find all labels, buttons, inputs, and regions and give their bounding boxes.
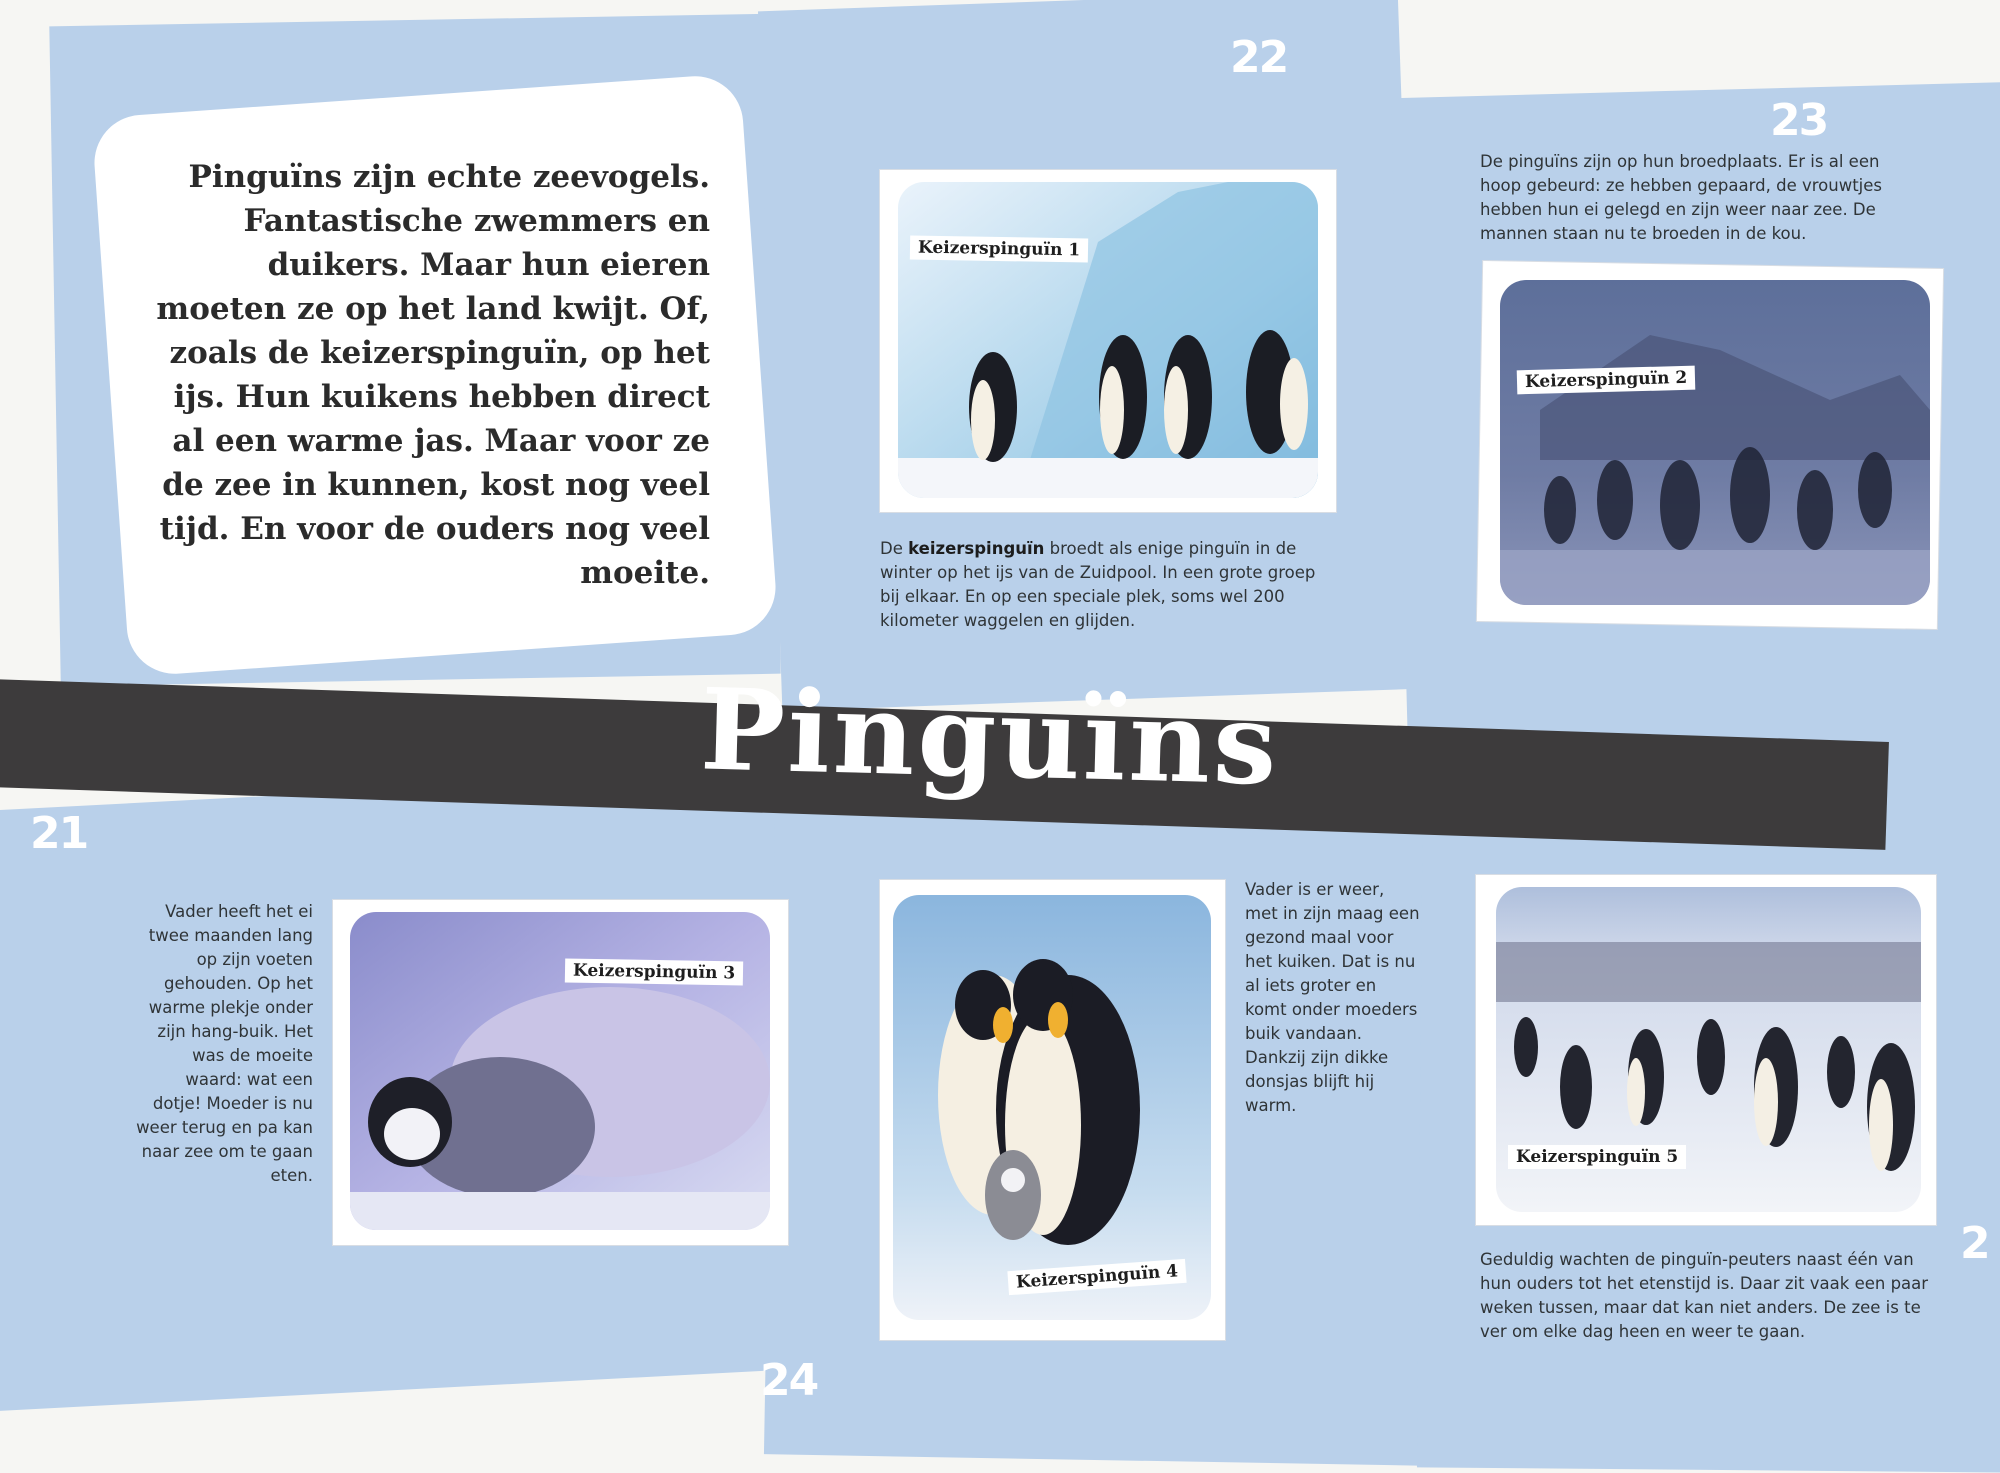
page-number-23: 23 [1770, 95, 1828, 146]
caption-1 [880, 537, 1340, 633]
photo-label-4: Keizerspinguïn 4 [1007, 1259, 1186, 1295]
page-number-21: 21 [30, 808, 88, 859]
caption-3: Vader heeft het ei twee maanden lang op zijn voeten gehouden. Op het warme plekje onder zijn hang-buik. Het was de moeite waard: wat een dotje! Moeder is nu weer terug en pa kan naar zee om te gaan eten. [136, 902, 313, 1185]
penguin-chick-image [350, 912, 770, 1230]
intro-text: Pinguïns zijn echte zeevogels. Fantastische zwemmers en duikers. Maar hun eieren moeten ze op het land kwijt. Of, zoals de keizerspinguïn, op het ijs. Hun kuikens hebben direct al een warme jas. Maar voor ze de zee in kunnen, kost nog veel tijd. En voor de ouders nog veel moeite. [156, 159, 710, 591]
photo-1 [898, 182, 1318, 498]
penguin-colony-storm-image [1500, 280, 1930, 605]
photo-4 [893, 895, 1211, 1320]
caption-4: Vader is er weer, met in zijn maag een gezond maal voor het kuiken. Dat is nu al iets groter en komt onder moeders buik vandaan. Dankzij zijn dikke donsjas blijft hij warm. [1245, 880, 1420, 1115]
photo-3 [350, 912, 770, 1230]
page-number-25: 2 [1960, 1218, 1989, 1269]
page-number-22: 22 [1230, 32, 1288, 83]
caption-2: De pinguïns zijn op hun broedplaats. Er is al een hoop gebeurd: ze hebben gepaard, de vrouwtjes hebben hun ei gelegd en zijn weer naar zee. De mannen staan nu te broeden in de kou. [1480, 152, 1882, 243]
caption-1-prefix: De [880, 539, 909, 558]
page-title: Pinguïns [698, 664, 1282, 811]
photo-label-3: Keizerspinguïn 3 [565, 958, 744, 985]
photo-2 [1500, 280, 1930, 605]
caption-5: Geduldig wachten de pinguïn-peuters naast één van hun ouders tot het etenstijd is. Daar zit vaak een paar weken tussen, maar dat kan niet anders. De zee is te ver om elke dag heen en weer te gaan. [1480, 1250, 1929, 1341]
photo-label-5: Keizerspinguïn 5 [1508, 1145, 1686, 1169]
page-number-24: 24 [760, 1355, 818, 1406]
caption-1-rest: broedt als enige pinguïn in de winter op het ijs van de Zuidpool. In een grote groep bij elkaar. En op een speciale plek, soms wel 200 kilometer waggelen en glijden. [880, 539, 1316, 630]
photo-label-1: Keizerspinguïn 1 [910, 235, 1089, 262]
penguins-on-ice-image [898, 182, 1318, 498]
caption-1-bold: keizerspinguïn [908, 539, 1045, 558]
penguin-parents-with-chick-image [893, 895, 1211, 1320]
photo-label-2: Keizerspinguïn 2 [1517, 366, 1696, 395]
